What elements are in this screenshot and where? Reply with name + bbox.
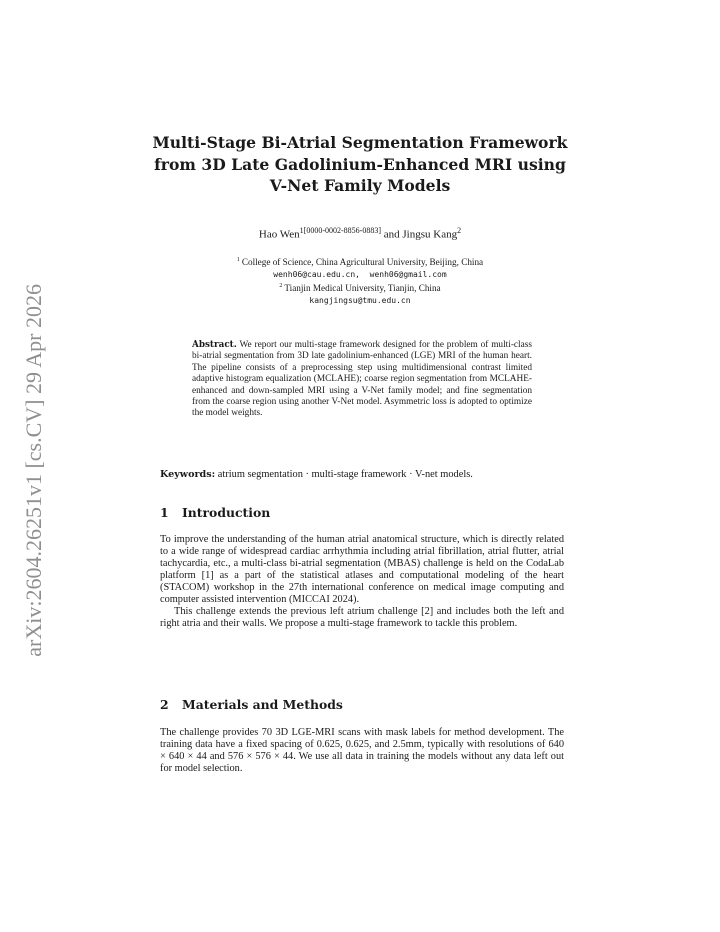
author-conjunction: and [383,228,400,241]
author-name: Hao Wen [258,228,300,241]
affiliation-2: Tianjin Medical University, Tianjin, China [284,282,441,293]
section-heading [160,697,343,712]
section-heading [160,505,270,520]
paper-title [140,132,580,197]
title-line: V-Net Family Models [269,176,451,195]
section-body [160,534,564,630]
affil-mark: 1 [236,257,240,263]
author-list [140,226,580,241]
paragraph: The challenge provides 70 3D LGE-MRI scans with mask labels for method development. The training data have a fixed spacing of 0.625, 0.625, and 2.5mm, typically with resolutions of 640 × 640 × 44 and 576 × 576 × 44. We use all data in training the models without any data left out for model selection. [160,727,564,774]
section-title: Materials and Methods [182,697,343,712]
arxiv-id-text: arXiv:2604.26251v1 [cs.CV] 29 Apr 2026 [21,283,46,657]
affiliation-1-emails: wenh06@cau.edu.cn, wenh06@gmail.com [273,269,447,279]
title-line: Multi-Stage Bi-Atrial Segmentation Framework [152,133,568,152]
affil-mark: 2 [279,282,283,289]
title-line: from 3D Late Gadolinium-Enhanced MRI using [154,154,566,174]
author-orcid: 1[0000-0002-8856-0883] [299,226,381,235]
abstract [192,340,532,420]
section-number: 2 [160,697,169,712]
paragraph: This challenge extends the previous left atrium challenge [2] and includes both the left and right atria and their walls. We propose a multi-stage framework to tackle this problem. [160,605,564,629]
paragraph: To improve the understanding of the human atrial anatomical structure, which is directly related to a wide range of widespread cardiac arrhythmia including atrial fibrillation, atrial flutter, atrial tachycardia, etc., a multi-class bi-atrial segmentation (MBAS) challenge is held on the CodaLab platform [1] as a part of the statistical atlases and computational modeling of the heart (STACOM) workshop in the 27th international conference on medical image computing and computer assisted intervention (MICCAI 2024). [160,534,564,605]
keywords-text: atrium segmentation · multi-stage framework · V-net models. [217,469,473,480]
section-title: Introduction [182,505,271,520]
keywords-label: Keywords: [160,469,216,480]
arxiv-side-identifier [18,260,50,680]
affiliation-2-email: kangjingsu@tmu.edu.cn [309,295,411,305]
section-number: 1 [160,505,169,520]
section-body [160,727,564,775]
abstract-label: Abstract. [192,340,237,350]
affiliations [140,255,580,306]
keywords [160,469,564,480]
author-name: Jingsu Kang [402,228,458,241]
affiliation-1: College of Science, China Agricultural University, Beijing, China [241,257,484,268]
author-affil-mark: 2 [457,226,462,235]
abstract-text: We report our multi-stage framework designed for the problem of multi-class bi-atrial segmentation from 3D late gadolinium-enhanced (LGE) MRI of the human heart. The pipeline consists of a preprocessing step using multidimensional contrast limited adaptive histogram equalization (MCLAHE); coarse region segmentation from MCLAHE-enhanced and down-sampled MRI using a V-Net family model; and fine segmentation from the coarse region using another V-Net model. Asymmetric loss is adopted to optimize the model weights. [192,340,532,419]
